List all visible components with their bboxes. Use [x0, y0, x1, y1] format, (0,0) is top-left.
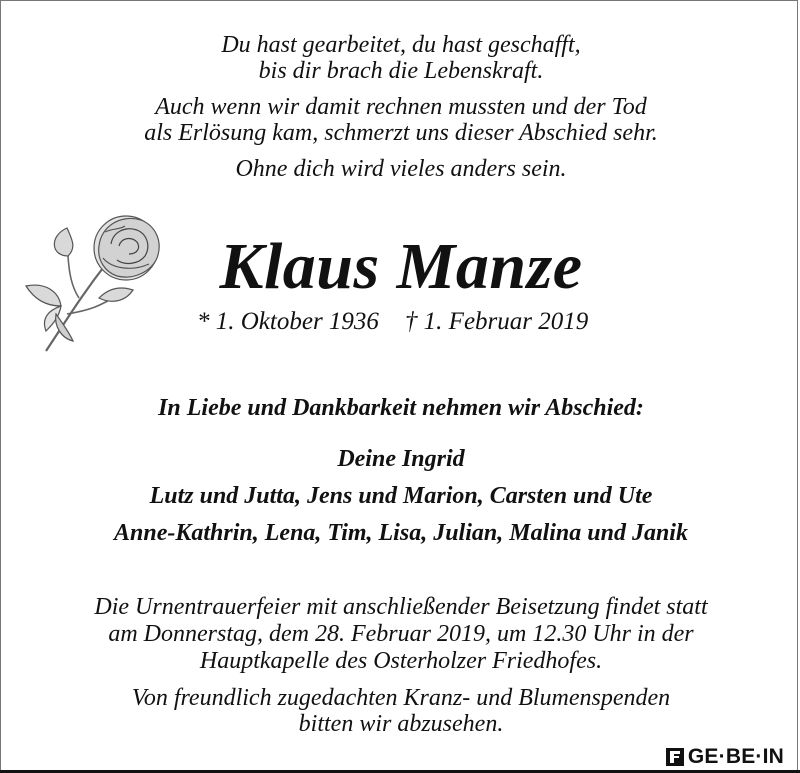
- gebein-logo-icon: [665, 747, 685, 767]
- poem-line-4: als Erlösung kam, schmerzt uns dieser Abschied sehr.: [144, 120, 658, 146]
- mourner-line-3: Anne-Kathrin, Lena, Tim, Lisa, Julian, Malina und Janik: [114, 520, 688, 546]
- logo-text: GE·BE·IN: [687, 745, 784, 768]
- farewell-heading: In Liebe und Dankbarkeit nehmen wir Abschied:: [158, 395, 644, 421]
- poem-line-2: bis dir brach die Lebenskraft.: [258, 58, 544, 84]
- birth-date: * 1. Oktober 1936: [197, 308, 379, 335]
- mourner-line-1: Deine Ingrid: [337, 446, 465, 472]
- notice-line-2: am Donnerstag, dem 28. Februar 2019, um 12.30 Uhr in der: [108, 621, 694, 647]
- poem-line-5: Ohne dich wird vieles anders sein.: [235, 156, 567, 182]
- notice-line-1: Die Urnentrauerfeier mit anschließender Beisetzung findet statt: [94, 594, 708, 620]
- mourner-line-2: Lutz und Jutta, Jens und Marion, Carsten und Ute: [149, 483, 653, 509]
- notice-line-3: Hauptkapelle des Osterholzer Friedhofes.: [199, 648, 603, 674]
- notice-line-5: bitten wir abzusehen.: [298, 711, 504, 737]
- rose-icon: [21, 206, 171, 356]
- poem-line-1: Du hast gearbeitet, du hast geschafft,: [221, 32, 581, 58]
- notice-line-4: Von freundlich zugedachten Kranz- und Blumenspenden: [131, 685, 671, 711]
- death-date: † 1. Februar 2019: [404, 308, 589, 335]
- deceased-name: Klaus Manze: [219, 230, 583, 303]
- gebein-logo: [659, 745, 786, 769]
- poem-line-3: Auch wenn wir damit rechnen mussten und der Tod: [155, 94, 647, 120]
- life-dates: [197, 307, 588, 337]
